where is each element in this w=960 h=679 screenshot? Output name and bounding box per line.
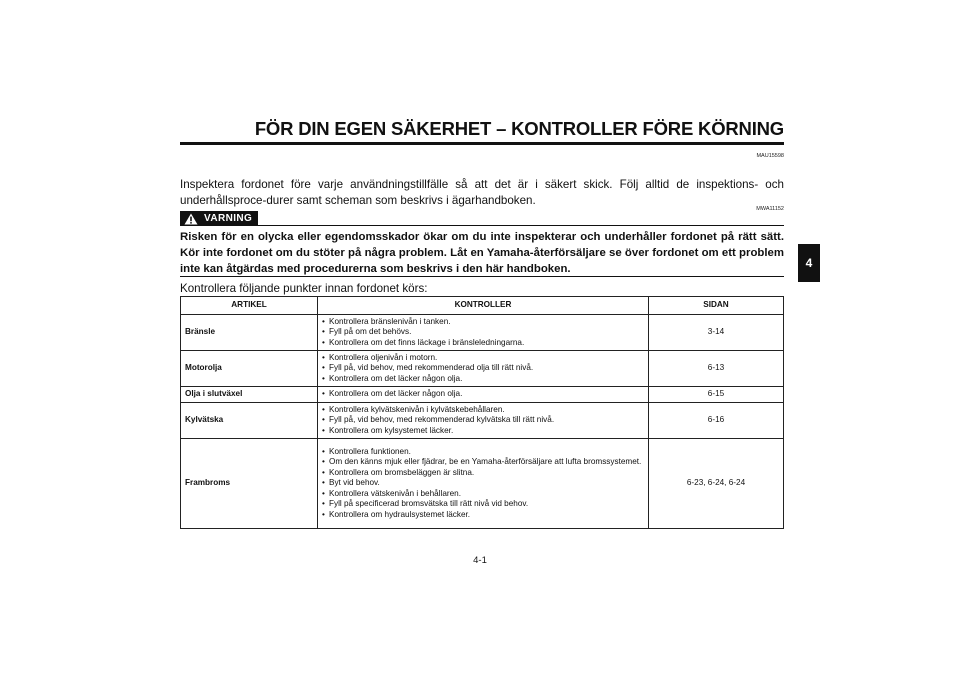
intro-paragraph: Inspektera fordonet före varje användningstillfälle så att det är i säkert skick. Följ alltid de inspektions- och underhållsproce-durer samt scheman som beskrivs i ägarhandboken. [180, 178, 784, 207]
check-point: • Kontrollera om det läcker någon olja. [322, 374, 644, 385]
row-item: Kylvätska [181, 403, 318, 439]
check-point: • Kontrollera om kylsystemet läcker. [322, 426, 644, 437]
check-point: • Fyll på, vid behov, med rekommenderad kylvätska till rätt nivå. [322, 415, 644, 426]
row-checks [318, 351, 649, 387]
row-item: Bränsle [181, 315, 318, 351]
table-row [181, 403, 784, 439]
check-point: • Fyll på specificerad bromsvätska till rätt nivå vid behov. [322, 499, 644, 510]
chapter-tab: 4 [798, 244, 820, 282]
check-point: • Kontrollera oljenivån i motorn. [322, 353, 644, 364]
header-sidan: SIDAN [649, 297, 784, 315]
row-checks [318, 439, 649, 529]
check-point: • Kontrollera funktionen. [322, 447, 644, 458]
header-kontroller: KONTROLLER [318, 297, 649, 315]
check-point: • Fyll på, vid behov, med rekommenderad olja till rätt nivå. [322, 363, 644, 374]
warning-label [180, 211, 258, 226]
page-title: FÖR DIN EGEN SÄKERHET – KONTROLLER FÖRE KÖRNING [254, 118, 784, 139]
title-rule [180, 142, 784, 145]
warning-text: Risken för en olycka eller egendomsskador ökar om du inte inspekterar och underhåller fordonet på rätt sätt. Kör inte fordonet om du stöter på några problem. Låt en Yamaha-återförsäljare se över fordonet om ett problem inte kan åtgärdas med procedurerna som beskrivs i den här handboken. [180, 231, 784, 276]
row-checks [318, 387, 649, 403]
check-point: • Kontrollera om det läcker någon olja. [322, 389, 644, 400]
page-number: 4-1 [473, 555, 487, 566]
row-page-ref: 3-14 [649, 315, 784, 351]
warning-bottom-rule [180, 276, 784, 277]
warning-label-text: VARNING [204, 213, 253, 224]
row-page-ref: 6-13 [649, 351, 784, 387]
header-artikel: ARTIKEL [181, 297, 318, 315]
table-row [181, 351, 784, 387]
check-point: • Om den känns mjuk eller fjädrar, be en Yamaha-återförsäljare att lufta bromssystemet. [322, 457, 644, 468]
check-point: • Kontrollera om hydraulsystemet läcker. [322, 510, 644, 521]
row-page-ref: 6-15 [649, 387, 784, 403]
row-item: Motorolja [181, 351, 318, 387]
checklist-lead: Kontrollera följande punkter innan fordonet körs: [180, 282, 428, 295]
check-point: • Kontrollera om det finns läckage i bränsleledningarna. [322, 338, 644, 349]
warning-triangle-icon [184, 213, 198, 225]
row-checks [318, 315, 649, 351]
table-row [181, 439, 784, 529]
reference-code-warning: MWA11152 [756, 206, 784, 212]
row-checks [318, 403, 649, 439]
pre-ride-checklist-table [180, 296, 784, 529]
check-point: • Byt vid behov. [322, 478, 644, 489]
check-point: • Kontrollera kylvätskenivån i kylvätskebehållaren. [322, 405, 644, 416]
table-row [181, 315, 784, 351]
table-row [181, 387, 784, 403]
warning-rule [258, 225, 784, 226]
reference-code-intro: MAU15598 [756, 153, 784, 159]
table-header-row [181, 297, 784, 315]
check-point: • Kontrollera bränslenivån i tanken. [322, 317, 644, 328]
row-page-ref: 6-16 [649, 403, 784, 439]
row-item: Frambroms [181, 439, 318, 529]
check-point: • Kontrollera om bromsbeläggen är slitna. [322, 468, 644, 479]
check-point: • Fyll på om det behövs. [322, 327, 644, 338]
row-item: Olja i slutväxel [181, 387, 318, 403]
row-page-ref: 6-23, 6-24, 6-24 [649, 439, 784, 529]
check-point: • Kontrollera vätskenivån i behållaren. [322, 489, 644, 500]
